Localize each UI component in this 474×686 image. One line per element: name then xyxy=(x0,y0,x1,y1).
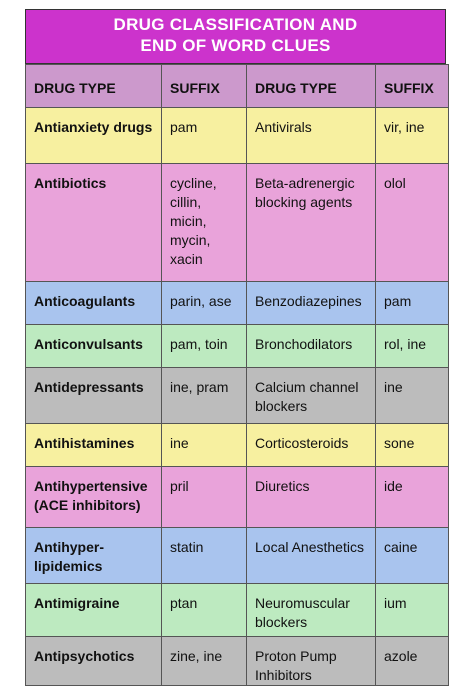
drug-type-cell: Antibiotics xyxy=(26,164,162,282)
suffix-cell: ide xyxy=(376,467,449,528)
drug-type-cell: Antihyper-lipidemics xyxy=(26,528,162,584)
suffix-cell: statin xyxy=(162,528,247,584)
table-row xyxy=(26,637,449,686)
table-row xyxy=(26,325,449,368)
drug-type-cell: Beta-adrenergic blocking agents xyxy=(247,164,376,282)
suffix-cell: rol, ine xyxy=(376,325,449,368)
table-title xyxy=(25,9,446,64)
table-row xyxy=(26,108,449,164)
header-row xyxy=(26,65,449,108)
title-line-1: DRUG CLASSIFICATION AND xyxy=(113,15,358,34)
suffix-cell: pam xyxy=(162,108,247,164)
suffix-cell: zine, ine xyxy=(162,637,247,686)
drug-type-cell: Proton Pump Inhibitors xyxy=(247,637,376,686)
header-drug-type-1: DRUG TYPE xyxy=(26,65,162,108)
suffix-cell: ine xyxy=(376,368,449,424)
header-suffix-2: SUFFIX xyxy=(376,65,449,108)
suffix-cell: azole xyxy=(376,637,449,686)
drug-type-cell: Antipsychotics xyxy=(26,637,162,686)
drug-type-cell: Corticosteroids xyxy=(247,424,376,467)
drug-type-cell: Bronchodilators xyxy=(247,325,376,368)
suffix-cell: cycline, cillin, micin, mycin, xacin xyxy=(162,164,247,282)
drug-type-cell: Diuretics xyxy=(247,467,376,528)
drug-type-cell: Calcium channel blockers xyxy=(247,368,376,424)
suffix-cell: olol xyxy=(376,164,449,282)
drug-type-cell: Antihypertensive (ACE inhibitors) xyxy=(26,467,162,528)
suffix-cell: pam, toin xyxy=(162,325,247,368)
suffix-cell: vir, ine xyxy=(376,108,449,164)
drug-type-cell: Antidepressants xyxy=(26,368,162,424)
drug-type-cell: Anticoagulants xyxy=(26,282,162,325)
drug-type-cell: Local Anesthetics xyxy=(247,528,376,584)
table-row xyxy=(26,424,449,467)
table-row xyxy=(26,368,449,424)
table-row xyxy=(26,282,449,325)
drug-type-cell: Antivirals xyxy=(247,108,376,164)
table-row xyxy=(26,528,449,584)
table-row xyxy=(26,164,449,282)
drug-suffix-table xyxy=(25,64,449,686)
suffix-cell: ptan xyxy=(162,584,247,637)
drug-type-cell: Antihistamines xyxy=(26,424,162,467)
table-row xyxy=(26,467,449,528)
title-line-2: END OF WORD CLUES xyxy=(140,36,331,55)
suffix-cell: ine xyxy=(162,424,247,467)
header-drug-type-2: DRUG TYPE xyxy=(247,65,376,108)
suffix-cell: ine, pram xyxy=(162,368,247,424)
suffix-cell: pam xyxy=(376,282,449,325)
drug-type-cell: Benzodiazepines xyxy=(247,282,376,325)
drug-type-cell: Anticonvulsants xyxy=(26,325,162,368)
drug-type-cell: Antimigraine xyxy=(26,584,162,637)
suffix-cell: sone xyxy=(376,424,449,467)
header-suffix-1: SUFFIX xyxy=(162,65,247,108)
suffix-cell: caine xyxy=(376,528,449,584)
suffix-cell: parin, ase xyxy=(162,282,247,325)
suffix-cell: pril xyxy=(162,467,247,528)
table-row xyxy=(26,584,449,637)
drug-classification-sheet xyxy=(25,9,448,683)
drug-type-cell: Antianxiety drugs xyxy=(26,108,162,164)
suffix-cell: ium xyxy=(376,584,449,637)
drug-type-cell: Neuromuscular blockers xyxy=(247,584,376,637)
